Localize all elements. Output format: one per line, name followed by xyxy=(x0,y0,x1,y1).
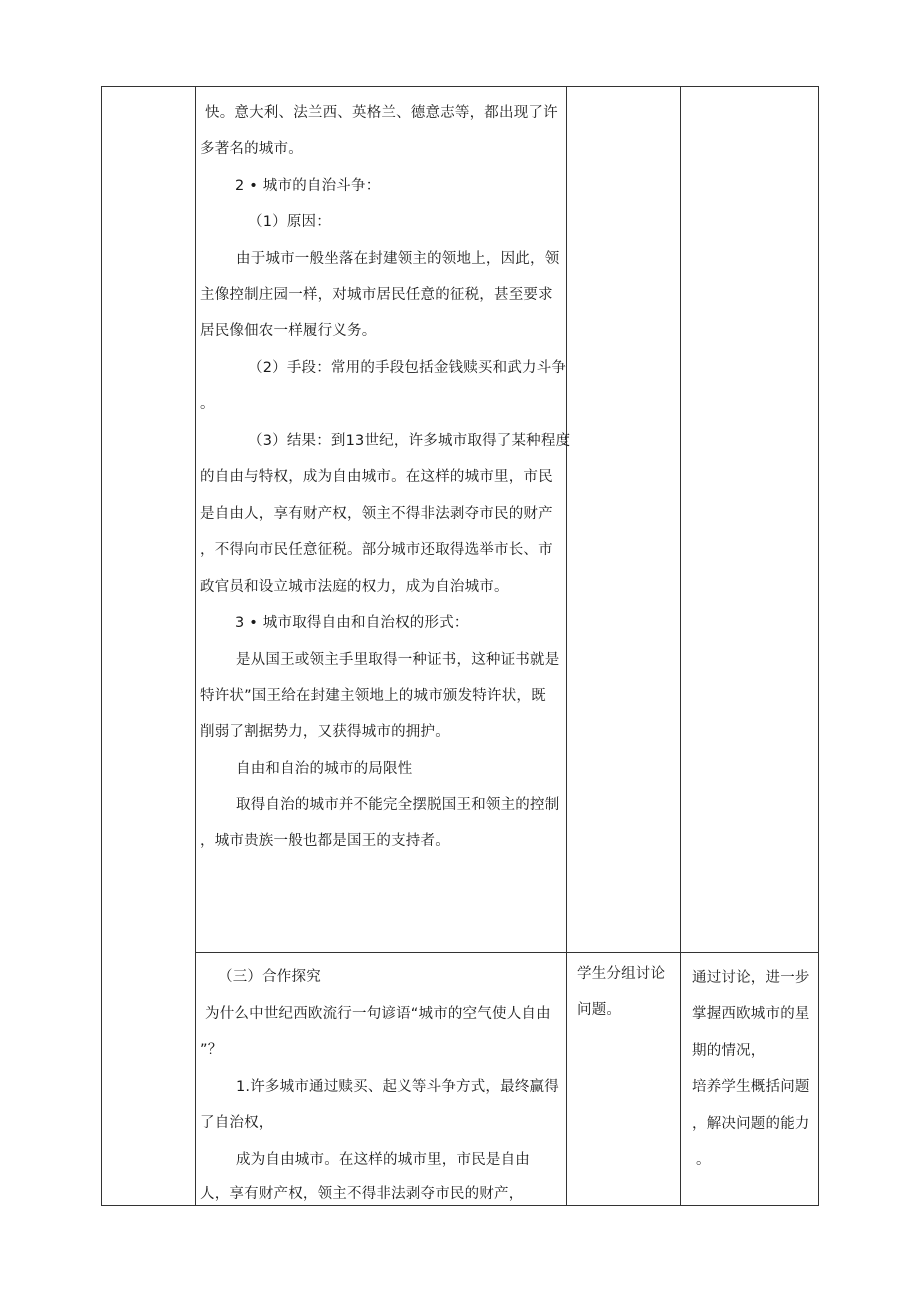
section-heading: 2 • 城市的自治斗争： xyxy=(235,178,381,194)
text-line: ，城市贵族一般也都是国王的支持者。 xyxy=(200,833,450,849)
table-top-border xyxy=(101,86,818,87)
row-divider xyxy=(195,952,818,953)
text-line: 为什么中世纪西欧流行一句谚语“城市的空气使人自由 xyxy=(205,1006,551,1022)
text-line: 政官员和设立城市法庭的权力，成为自治城市。 xyxy=(200,579,509,595)
subheading: 自由和自治的城市的局限性 xyxy=(236,761,413,777)
text-line: 成为自由城市。在这样的城市里，市民是自由 xyxy=(236,1152,530,1168)
table-bottom-border xyxy=(101,1205,818,1206)
text-line: 的自由与特权，成为自由城市。在这样的城市里，市民 xyxy=(200,469,553,485)
text-line: 。 xyxy=(200,396,215,412)
text-line: 由于城市一般坐落在封建领主的领地上，因此，领 xyxy=(236,251,560,267)
text-line: 是从国王或领主手里取得一种证书，这种证书就是 xyxy=(236,652,560,668)
text-line: ，解决问题的能力 xyxy=(692,1116,810,1132)
subheading: （1）原因： xyxy=(248,214,331,230)
text-line: 取得自治的城市并不能完全摆脱国王和领主的控制 xyxy=(236,797,560,813)
subheading: （2）手段：常用的手段包括金钱赎买和武力斗争 xyxy=(248,360,567,376)
text-line: 主像控制庄园一样，对城市居民任意的征税，甚至要求 xyxy=(200,287,553,303)
text-line: 削弱了割据势力，又获得城市的拥护。 xyxy=(200,724,450,740)
text-line: 人，享有财产权，领主不得非法剥夺市民的财产， xyxy=(200,1186,524,1202)
text-line: 1.许多城市通过赎买、起义等斗争方式，最终赢得 xyxy=(236,1079,559,1095)
text-line: 特许状”国王给在封建主领地上的城市颁发特许状，既 xyxy=(200,688,546,704)
text-line: 。 xyxy=(696,1152,711,1168)
text-line: 多著名的城市。 xyxy=(200,141,303,157)
column-divider-3 xyxy=(680,86,681,1206)
table-right-border xyxy=(818,86,819,1206)
text-line: 是自由人，享有财产权，领主不得非法剥夺市民的财产 xyxy=(200,506,553,522)
text-line: 学生分组讨论 xyxy=(577,966,666,982)
text-line: 了自治权， xyxy=(200,1115,274,1131)
text-line: 通过讨论，进一步 xyxy=(692,970,810,986)
column-divider-1 xyxy=(195,86,196,1206)
text-line: 快。意大利、法兰西、英格兰、德意志等，都出现了许 xyxy=(205,105,558,121)
text-line: 居民像佃农一样履行义务。 xyxy=(200,323,377,339)
text-line: ，不得向市民任意征税。部分城市还取得选举市长、市 xyxy=(200,542,553,558)
table-left-border xyxy=(101,86,102,1206)
text-line: 期的情况， xyxy=(692,1043,766,1059)
text-line: 掌握西欧城市的星 xyxy=(692,1006,810,1022)
section-heading: 3 • 城市取得自由和自治权的形式： xyxy=(235,615,469,631)
text-line: 问题。 xyxy=(577,1002,622,1018)
subheading: （3）结果：到13世纪，许多城市取得了某种程度 xyxy=(248,433,571,449)
text-line: ”？ xyxy=(200,1042,223,1058)
text-line: 培养学生概括问题 xyxy=(692,1079,810,1095)
section-heading: （三）合作探究 xyxy=(218,969,321,985)
column-divider-2 xyxy=(566,86,567,1206)
